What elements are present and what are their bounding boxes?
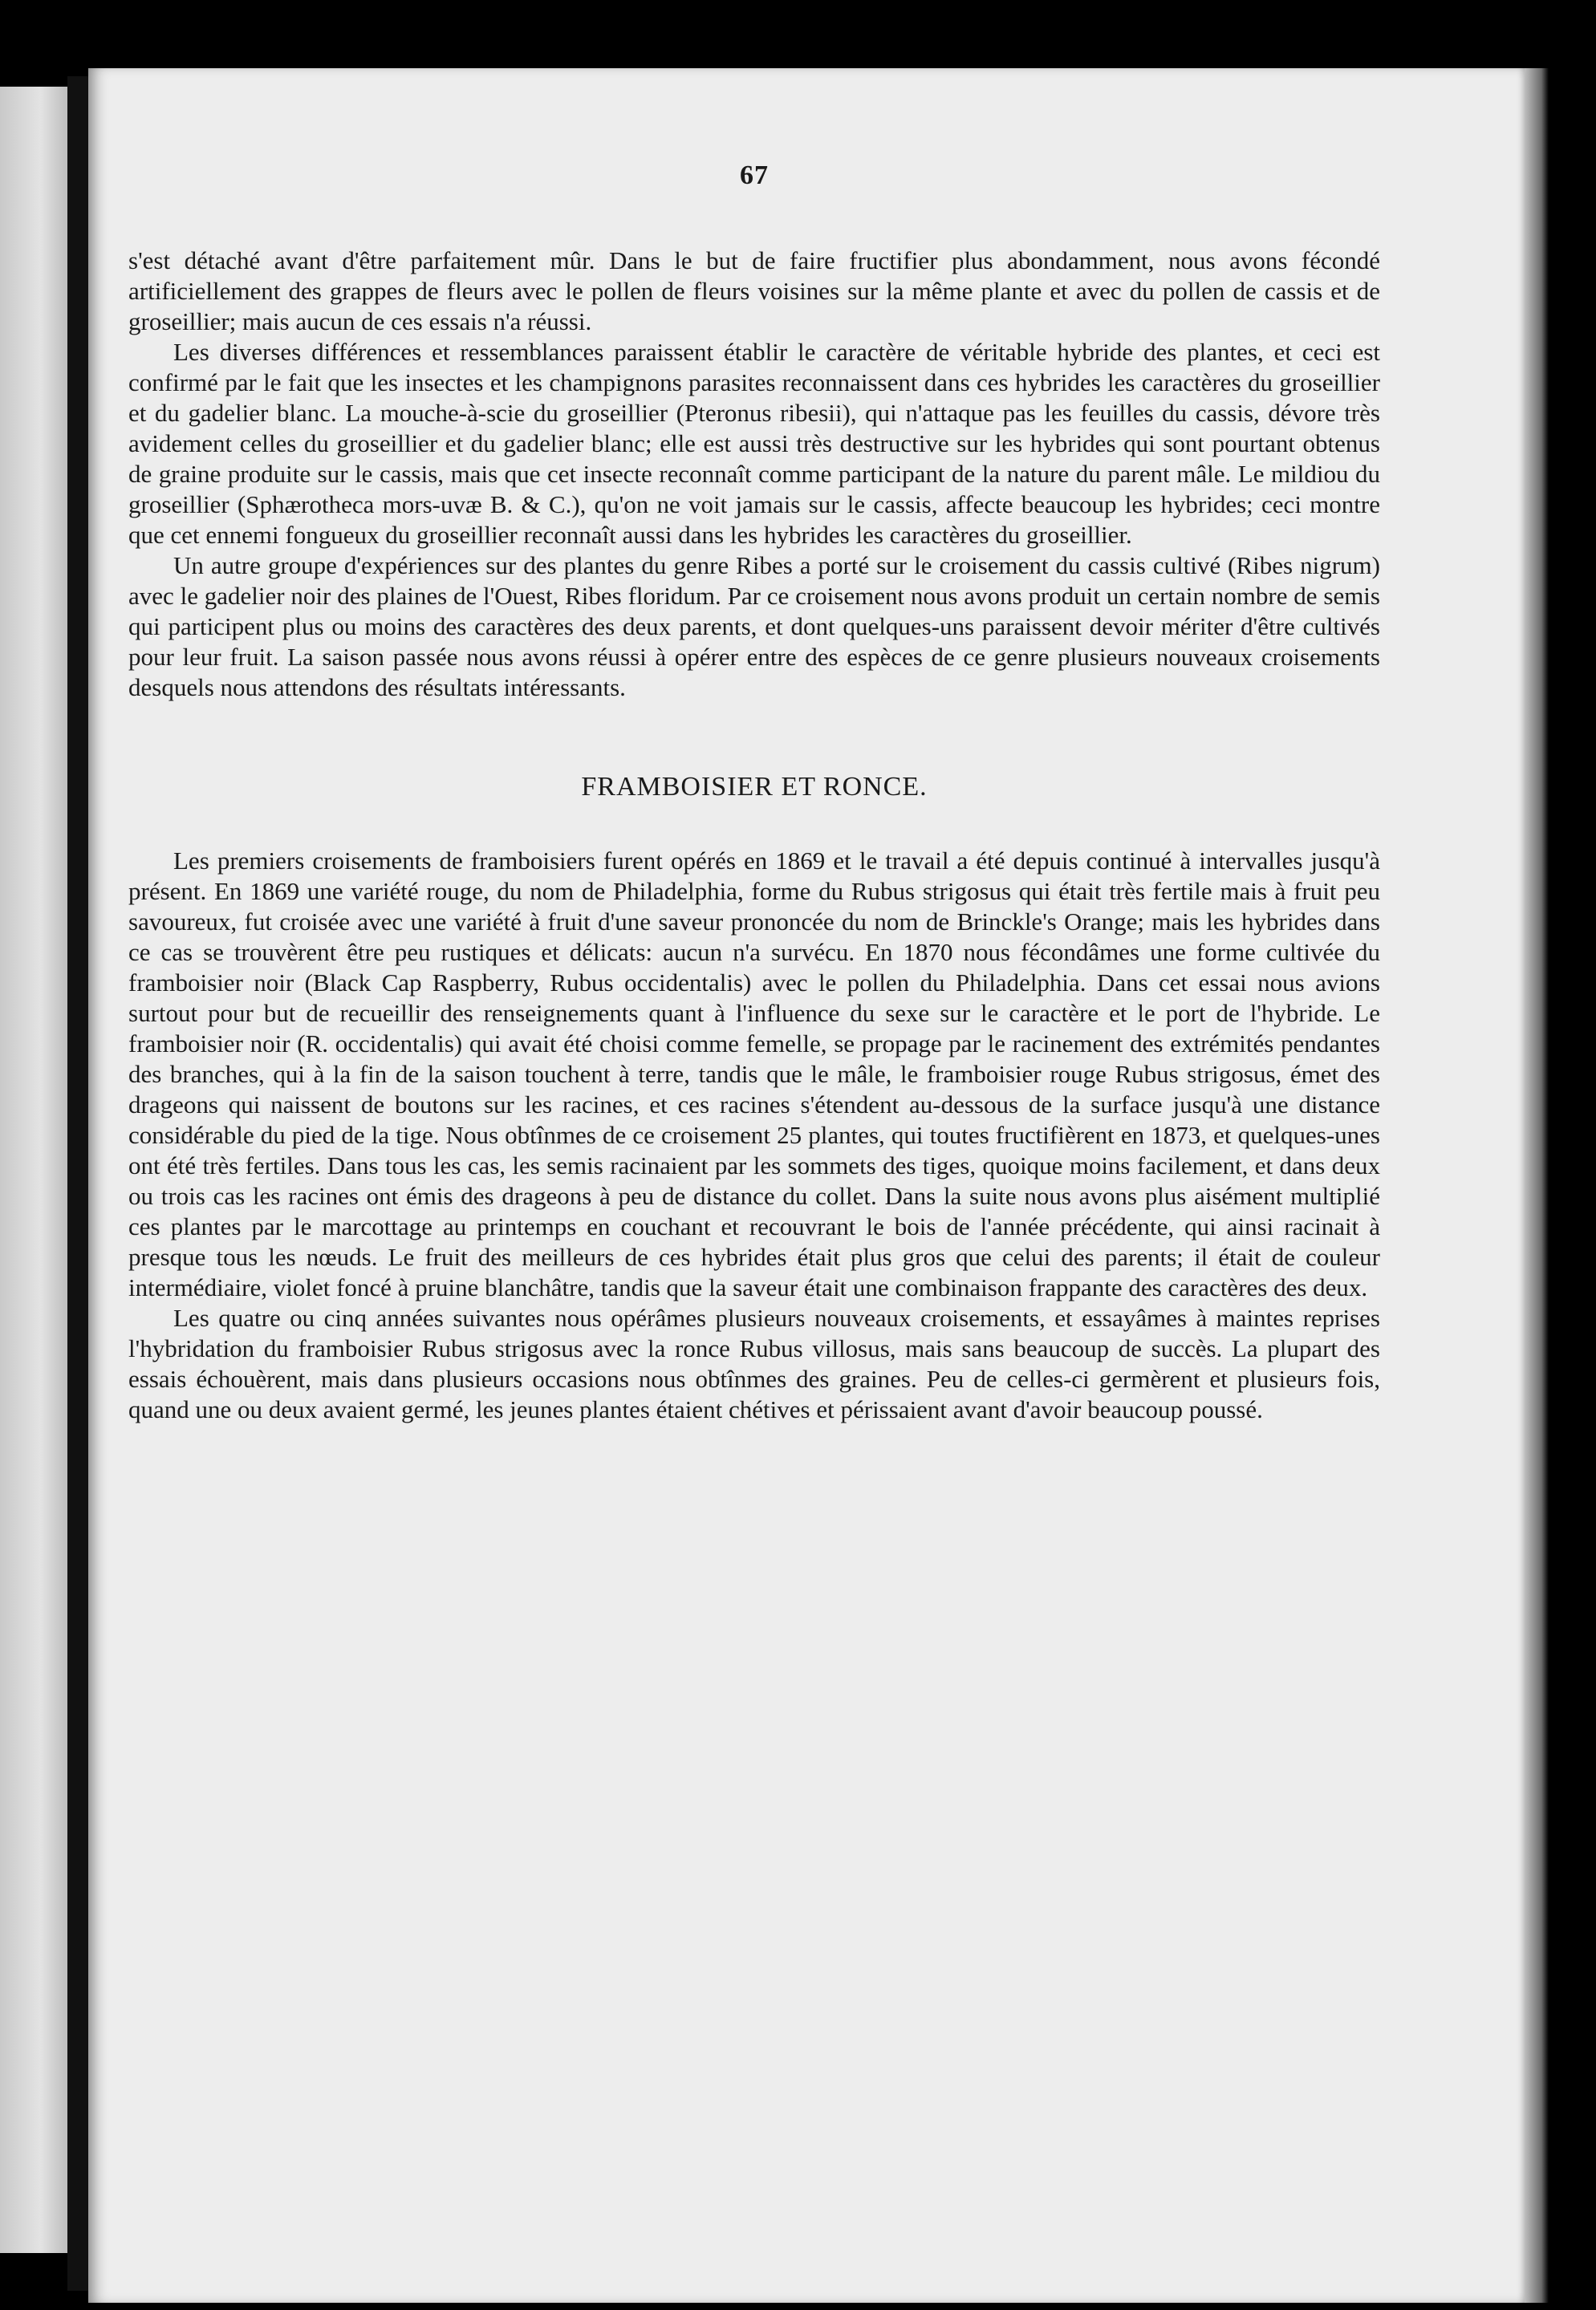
- paragraph-ribes-experiments: Un autre groupe d'expériences sur des plantes du genre Ribes a porté sur le croisement du cassis cultivé (Ribes nigrum) avec le gadelier noir des plaines de l'Ouest, Ribes floridum. Par ce croisement nous avons produit un certain nombre de semis qui participent plus ou moins des caractères des deux parents, et dont quelques-uns paraissent devoir mériter d'être cultivés pour leur fruit. La saison passée nous avons réussi à opérer entre des espèces de ce genre plusieurs nouveaux croisements desquels nous attendons des résultats intéressants.: [128, 551, 1380, 701]
- page-right-edge: [1525, 68, 1549, 2303]
- page-content: [128, 160, 1380, 1425]
- book-gutter: [67, 76, 88, 2291]
- paragraph-hybrid-character: Les diverses différences et ressemblances paraissent établir le caractère de véritable hybride des plantes, et ceci est confirmé par le fait que les insectes et les champignons parasites reconnaissent dans ces hybrides les caractères du groseillier et du gadelier blanc. La mouche-à-scie du groseillier (Pteronus ribesii), qui n'attaque pas les feuilles du cassis, dévore très avidement celles du groseillier et du gadelier blanc; elle est aussi très destructive sur les hybrides qui sont pourtant obtenus de graine produite sur le cassis, mais que cet insecte reconnaît comme participant de la nature du parent mâle. Le mildiou du groseillier (Sphærotheca mors-uvæ B. & C.), qu'on ne voit jamais sur le cassis, affecte beaucoup les hybrides; ceci montre que cet ennemi fongueux du groseillier reconnaît aussi dans les hybrides les caractères du groseillier.: [128, 338, 1380, 549]
- paragraph-bramble-crosses: Les quatre ou cinq années suivantes nous opérâmes plusieurs nouveaux croisements, et essayâmes à maintes reprises l'hybridation du framboisier Rubus strigosus avec la ronce Rubus villosus, mais sans beaucoup de succès. La plupart des essais échouèrent, mais dans plusieurs occasions nous obtînmes des graines. Peu de celles-ci germèrent et plusieurs fois, quand une ou deux avaient germé, les jeunes plantes étaient chétives et périssaient avant d'avoir beaucoup poussé.: [128, 1304, 1380, 1423]
- paragraph-continued: s'est détaché avant d'être parfaitement mûr. Dans le but de faire fructifier plus abondamment, nous avons fécondé artificiellement des grappes de fleurs avec le pollen de fleurs voisines sur la même plante et avec du pollen de cassis et de groseillier; mais aucun de ces essais n'a réussi.: [128, 246, 1380, 335]
- page-number: 67: [740, 160, 769, 190]
- section-heading: FRAMBOISIER ET RONCE.: [581, 772, 928, 802]
- paragraph-raspberry-crosses: Les premiers croisements de framboisiers furent opérés en 1869 et le travail a été depuis continué à intervalles jusqu'à présent. En 1869 une variété rouge, du nom de Philadelphia, forme du Rubus strigosus qui était très fertile mais à fruit peu savoureux, fut croisée avec une variété à fruit d'une saveur prononcée du nom de Brinckle's Orange; mais les hybrides dans ce cas se trouvèrent être peu rustiques et délicats: aucun n'a survécu. En 1870 nous fécondâmes une forme cultivée du framboisier noir (Black Cap Raspberry, Rubus occidentalis) avec le pollen du Philadelphia. Dans cet essai nous avions surtout pour but de recueillir des renseignements quant à l'influence du sexe sur le caractère et le port de l'hybride. Le framboisier noir (R. occidentalis) qui avait été choisi comme femelle, se propage par le racinement des extrémités pendantes des branches, qui à la fin de la saison touchent à terre, tandis que le mâle, le framboisier rouge Rubus strigosus, émet des drageons qui naissent de boutons sur les racines, et ces racines s'étendent au-dessous de la surface jusqu'à une distance considérable du pied de la tige. Nous obtînmes de ce croisement 25 plantes, qui toutes fructifièrent en 1873, et quelques-unes ont été très fertiles. Dans tous les cas, les semis racinaient par les sommets des tiges, quoique moins facilement, et dans deux ou trois cas les racines ont émis des drageons à peu de distance du collet. Dans la suite nous avons plus aisément multiplié ces plantes par le marcottage au printemps en couchant et recouvrant le bois de l'année précédente, qui ainsi racinait à presque tous les nœuds. Le fruit des meilleurs de ces hybrides était plus gros que celui des parents; il était de couleur intermédiaire, violet foncé à pruine blanchâtre, tandis que la saveur était une combinaison frappante des caractères des deux.: [128, 846, 1380, 1301]
- facing-page-edge: [0, 87, 67, 2253]
